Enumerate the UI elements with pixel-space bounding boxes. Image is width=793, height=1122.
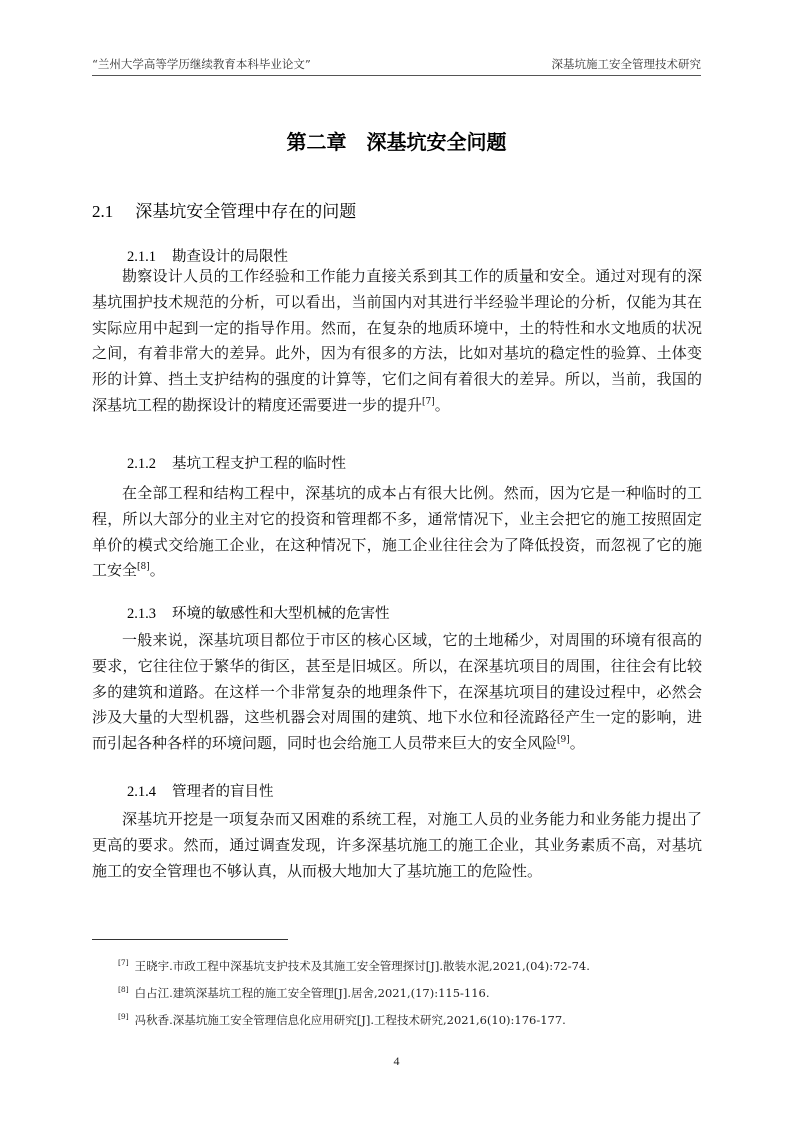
footnote	[118, 1012, 566, 1028]
paragraph	[92, 628, 702, 757]
subsection-heading	[127, 245, 288, 266]
section-title: 深基坑安全管理中存在的问题	[135, 202, 357, 222]
paragraph-text: 一般来说，深基坑项目都位于市区的核心区域，它的土地稀少，对周围的环境有很高的要求，它往往位于繁华的街区，甚至是旧城区。所以，在深基坑项目的周围，往往会有比较多的建筑和道路。在这样一个非常复杂的地理条件下，在深基坑项目的建设过程中，必然会涉及大量的大型机器，这些机器会对周围的建筑、地下水位和径流路径产生一定的影响，进而引起各种各样的环境问题，同时也会给施工人员带来巨大的安全风险	[92, 631, 702, 753]
citation-ref[interactable]: [7]	[422, 396, 435, 407]
subsection-heading	[127, 602, 390, 623]
paragraph-text: 勘察设计人员的工作经验和工作能力直接关系到其工作的质量和安全。通过对现有的深基坑围护技术规范的分析，可以看出，当前国内对其进行半经验半理论的分析，仅能为其在实际应用中起到一定的指导作用。然而，在复杂的地质环境中，土的特性和水文地质的状况之间，有着非常大的差异。此外，因为有很多的方法，比如对基坑的稳定性的验算、土体变形的计算、挡土支护结构的强度的计算等，它们之间有着很大的差异。所以，当前，我国的深基坑工程的勘探设计的精度还需要进一步的提升	[92, 267, 702, 414]
footnote	[118, 958, 590, 974]
chapter-title: 第二章 深基坑安全问题	[286, 130, 507, 154]
subsection-title: 环境的敏感性和大型机械的危害性	[172, 606, 390, 622]
page-header	[92, 52, 701, 74]
citation-ref[interactable]: [8]	[137, 562, 150, 573]
subsection-number: 2.1.3	[127, 606, 156, 622]
subsection-title: 基坑工程支护工程的临时性	[172, 456, 346, 472]
paragraph	[92, 481, 702, 584]
page-number: 4	[393, 1054, 400, 1068]
subsection-number: 2.1.2	[127, 456, 156, 472]
footnote-mark: [8]	[118, 985, 129, 995]
footnote-mark: [7]	[118, 958, 129, 968]
paragraph	[92, 264, 702, 419]
paragraph-end: 。	[569, 734, 585, 753]
footnote	[118, 985, 490, 1001]
citation-ref[interactable]: [9]	[557, 735, 570, 746]
paragraph-end: 。	[149, 561, 165, 580]
footnote-divider	[92, 939, 288, 940]
footnote-text: 白占江.建筑深基坑工程的施工安全管理[J].居舍,2021,(17):115-116.	[134, 986, 490, 1000]
paragraph-text: 深基坑开挖是一项复杂而又困难的系统工程，对施工人员的业务能力和业务能力提出了更高的要求。然而，通过调查发现，许多深基坑施工的施工企业，其业务素质不高，对基坑施工的安全管理也不够认真，从而极大地加大了基坑施工的危险性。	[92, 810, 702, 880]
subsection-number: 2.1.1	[127, 249, 156, 265]
subsection-heading	[127, 780, 274, 801]
subsection-number: 2.1.4	[127, 784, 156, 800]
section-number: 2.1	[92, 202, 114, 221]
subsection-title: 勘查设计的局限性	[172, 249, 288, 265]
subsection-heading	[127, 452, 346, 473]
subsection-title: 管理者的盲目性	[172, 784, 274, 800]
header-divider	[92, 75, 701, 76]
section-heading	[92, 197, 356, 222]
footnote-text: 冯秋香.深基坑施工安全管理信息化应用研究[J].工程技术研究,2021,6(10):176-177.	[134, 1013, 566, 1027]
footnote-mark: [9]	[118, 1012, 129, 1022]
header-thesis-label: “兰州大学高等学历继续教育本科毕业论文”	[92, 57, 311, 71]
paragraph-text: 在全部工程和结构工程中，深基坑的成本占有很大比例。然而，因为它是一种临时的工程，所以大部分的业主对它的投资和管理都不多，通常情况下，业主会把它的施工按照固定单价的模式交给施工企业，在这种情况下，施工企业往往会为了降低投资，而忽视了它的施工安全	[92, 484, 702, 580]
paragraph	[92, 807, 702, 884]
paragraph-end: 。	[434, 395, 450, 414]
footnote-text: 王晓宇.市政工程中深基坑支护技术及其施工安全管理探讨[J].散装水泥,2021,(04):72-74.	[134, 959, 590, 973]
header-thesis-title: 深基坑施工安全管理技术研究	[551, 57, 701, 71]
